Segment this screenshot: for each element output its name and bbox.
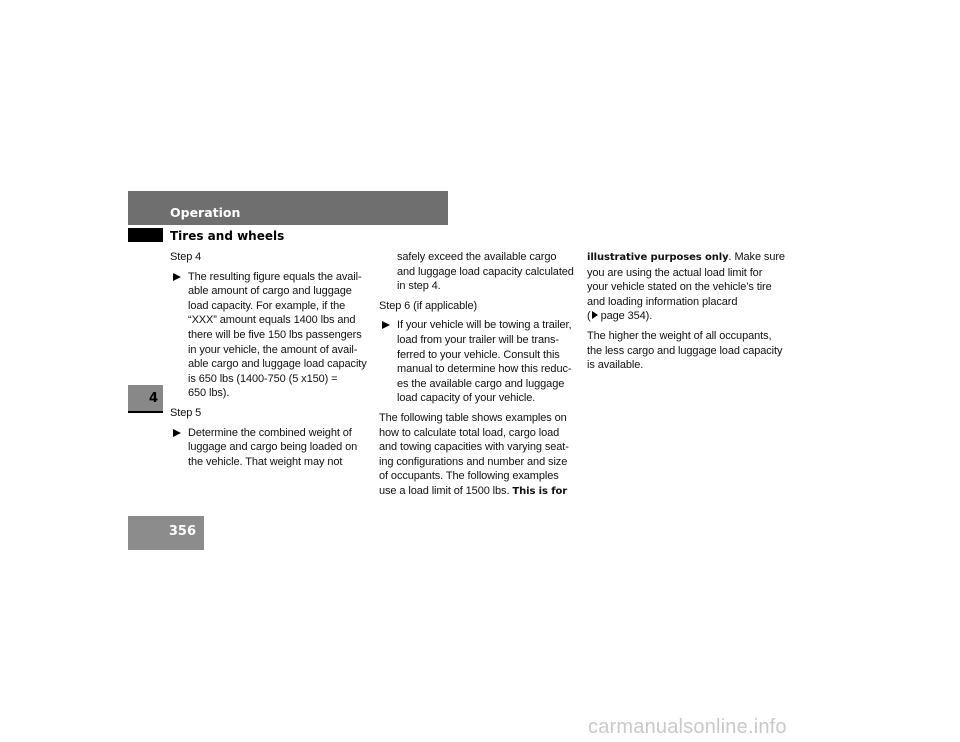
text-line xyxy=(379,484,579,500)
text-line: able amount of cargo and luggage xyxy=(188,285,352,298)
text-column-3 xyxy=(587,250,787,378)
text-line: is 650 lbs (1400-750 (5 x150) = xyxy=(188,372,338,385)
arrow-bullet-icon xyxy=(173,429,181,437)
text-line: load capacity of your vehicle. xyxy=(397,392,536,405)
chapter-title: Operation xyxy=(170,205,241,220)
step-4-label: Step 4 xyxy=(170,251,202,263)
bullet-continuation xyxy=(379,250,579,294)
bullet-item xyxy=(170,270,370,401)
text-line: of occupants. The following examples xyxy=(379,470,559,483)
text-line: safely exceed the available cargo xyxy=(397,251,557,263)
chapter-tab xyxy=(128,385,163,411)
page-ref-text: page 354). xyxy=(600,310,653,323)
step-5-label: Step 5 xyxy=(170,406,202,419)
text-line: the less cargo and luggage load capacity xyxy=(587,344,783,357)
text-line: in step 4. xyxy=(397,280,441,293)
emphasis-text: This is for xyxy=(512,485,568,497)
text-line: ing configurations and number and size xyxy=(379,455,568,468)
text-line: and towing capacities with varying seat- xyxy=(379,441,569,454)
bullet-item xyxy=(170,426,370,470)
text-line: Determine the combined weight of xyxy=(188,426,352,439)
text-line: and loading information placard xyxy=(587,295,738,308)
text-line: The higher the weight of all occupants, xyxy=(587,329,772,342)
arrow-bullet-icon xyxy=(382,321,390,329)
text-line: there will be five 150 lbs passengers xyxy=(188,328,362,341)
paragraph xyxy=(379,411,579,500)
text-line: how to calculate total load, cargo load xyxy=(379,426,560,439)
text-line: luggage and cargo being loaded on xyxy=(188,441,358,454)
paragraph xyxy=(587,329,787,373)
text-line: If your vehicle will be towing a trailer, xyxy=(397,319,572,332)
text-column-2 xyxy=(379,250,579,505)
chapter-number: 4 xyxy=(148,391,158,406)
text-line: is available. xyxy=(587,359,644,372)
text-column-1 xyxy=(170,250,370,474)
text-line: your vehicle stated on the vehicle’s tire xyxy=(587,281,772,294)
page-ref-arrow-icon xyxy=(592,311,598,319)
text-line: 650 lbs). xyxy=(188,387,230,400)
emphasis-text: illustrative purposes only xyxy=(587,252,729,263)
arrow-bullet-icon xyxy=(173,273,181,281)
text-span: use a load limit of 1500 lbs. xyxy=(379,484,510,497)
page-reference[interactable] xyxy=(587,309,787,324)
text-line xyxy=(587,250,787,266)
text-line: “XXX” amount equals 1400 lbs and xyxy=(188,314,356,327)
watermark: carmanualsonline.info xyxy=(588,716,787,738)
text-line: The resulting figure equals the avail- xyxy=(188,270,362,283)
step-6-label: Step 6 (if applicable) xyxy=(379,299,478,312)
text-line: able cargo and luggage load capacity xyxy=(188,358,367,371)
text-span: . Make sure xyxy=(728,251,785,263)
paragraph xyxy=(587,250,787,324)
bullet-item xyxy=(379,318,579,406)
text-line: the vehicle. That weight may not xyxy=(188,455,343,468)
text-line: manual to determine how this reduc- xyxy=(397,363,572,376)
text-line: load capacity. For example, if the xyxy=(188,299,346,312)
text-line: load from your trailer will be trans- xyxy=(397,333,559,346)
text-line: and luggage load capacity calculated xyxy=(397,265,574,278)
page-number: 356 xyxy=(168,524,196,539)
text-line: in your vehicle, the amount of avail- xyxy=(188,343,358,356)
section-title: Tires and wheels xyxy=(170,229,285,243)
chapter-underline xyxy=(128,411,163,413)
section-marker xyxy=(128,228,163,242)
text-line: The following table shows examples on xyxy=(379,411,567,424)
text-line: you are using the actual load limit for xyxy=(587,266,763,279)
text-line: es the available cargo and luggage xyxy=(397,377,565,390)
page-number-box xyxy=(128,516,204,550)
text-span: ( xyxy=(587,310,591,323)
text-line: ferred to your vehicle. Consult this xyxy=(397,348,560,361)
